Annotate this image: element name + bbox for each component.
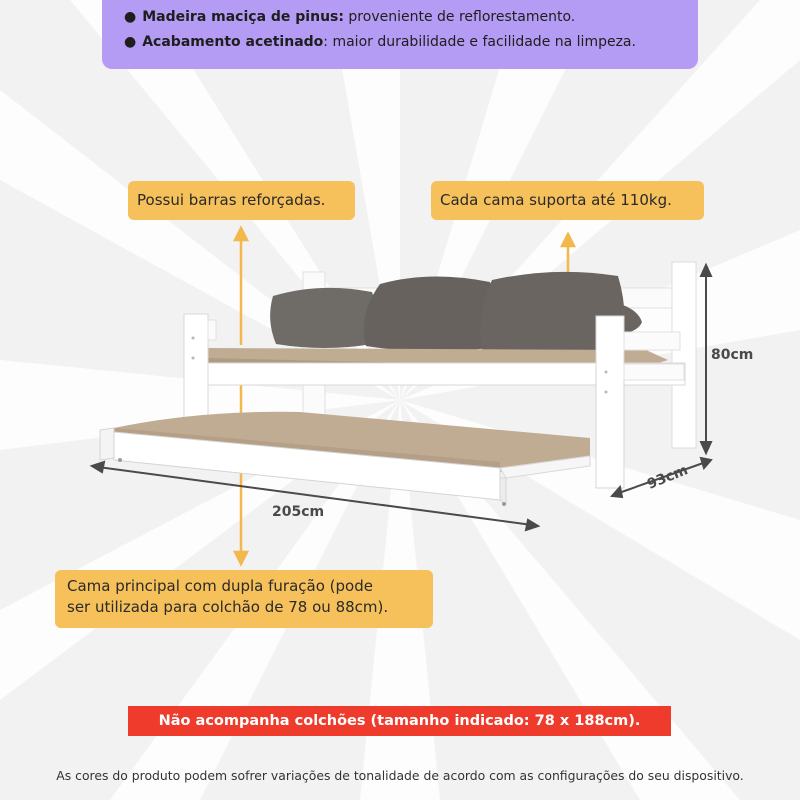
feature-text: proveniente de reflorestamento. — [343, 9, 576, 25]
callout-text: Cada cama suporta até 110kg. — [440, 191, 672, 209]
bullet-icon: ● — [124, 9, 137, 25]
color-disclaimer: As cores do produto podem sofrer variações de tonalidade de acordo com as configurações do seu dispositivo. — [56, 768, 744, 783]
feature-title: Acabamento acetinado — [142, 34, 324, 50]
warning-banner: Não acompanha colchões (tamanho indicado: 78 x 188cm). — [128, 706, 671, 736]
dimension-height-label: 80cm — [711, 347, 754, 363]
callout-text: Possui barras reforçadas. — [137, 191, 326, 209]
dimension-width-label: 205cm — [272, 504, 325, 520]
bullet-icon: ● — [124, 34, 137, 50]
feature-title: Madeira maciça de pinus: — [142, 9, 344, 25]
feature-text: : maior durabilidade e facilidade na limpeza. — [323, 34, 636, 50]
callout-weight-capacity — [431, 181, 704, 220]
callout-double-holes — [55, 570, 433, 628]
callout-text-line2: ser utilizada para colchão de 78 ou 88cm). — [67, 598, 389, 616]
dimension-depth-label: 93cm — [645, 462, 691, 493]
callout-reinforced-bars — [128, 181, 355, 220]
callout-text-line1: Cama principal com dupla furação (pode — [67, 577, 373, 595]
